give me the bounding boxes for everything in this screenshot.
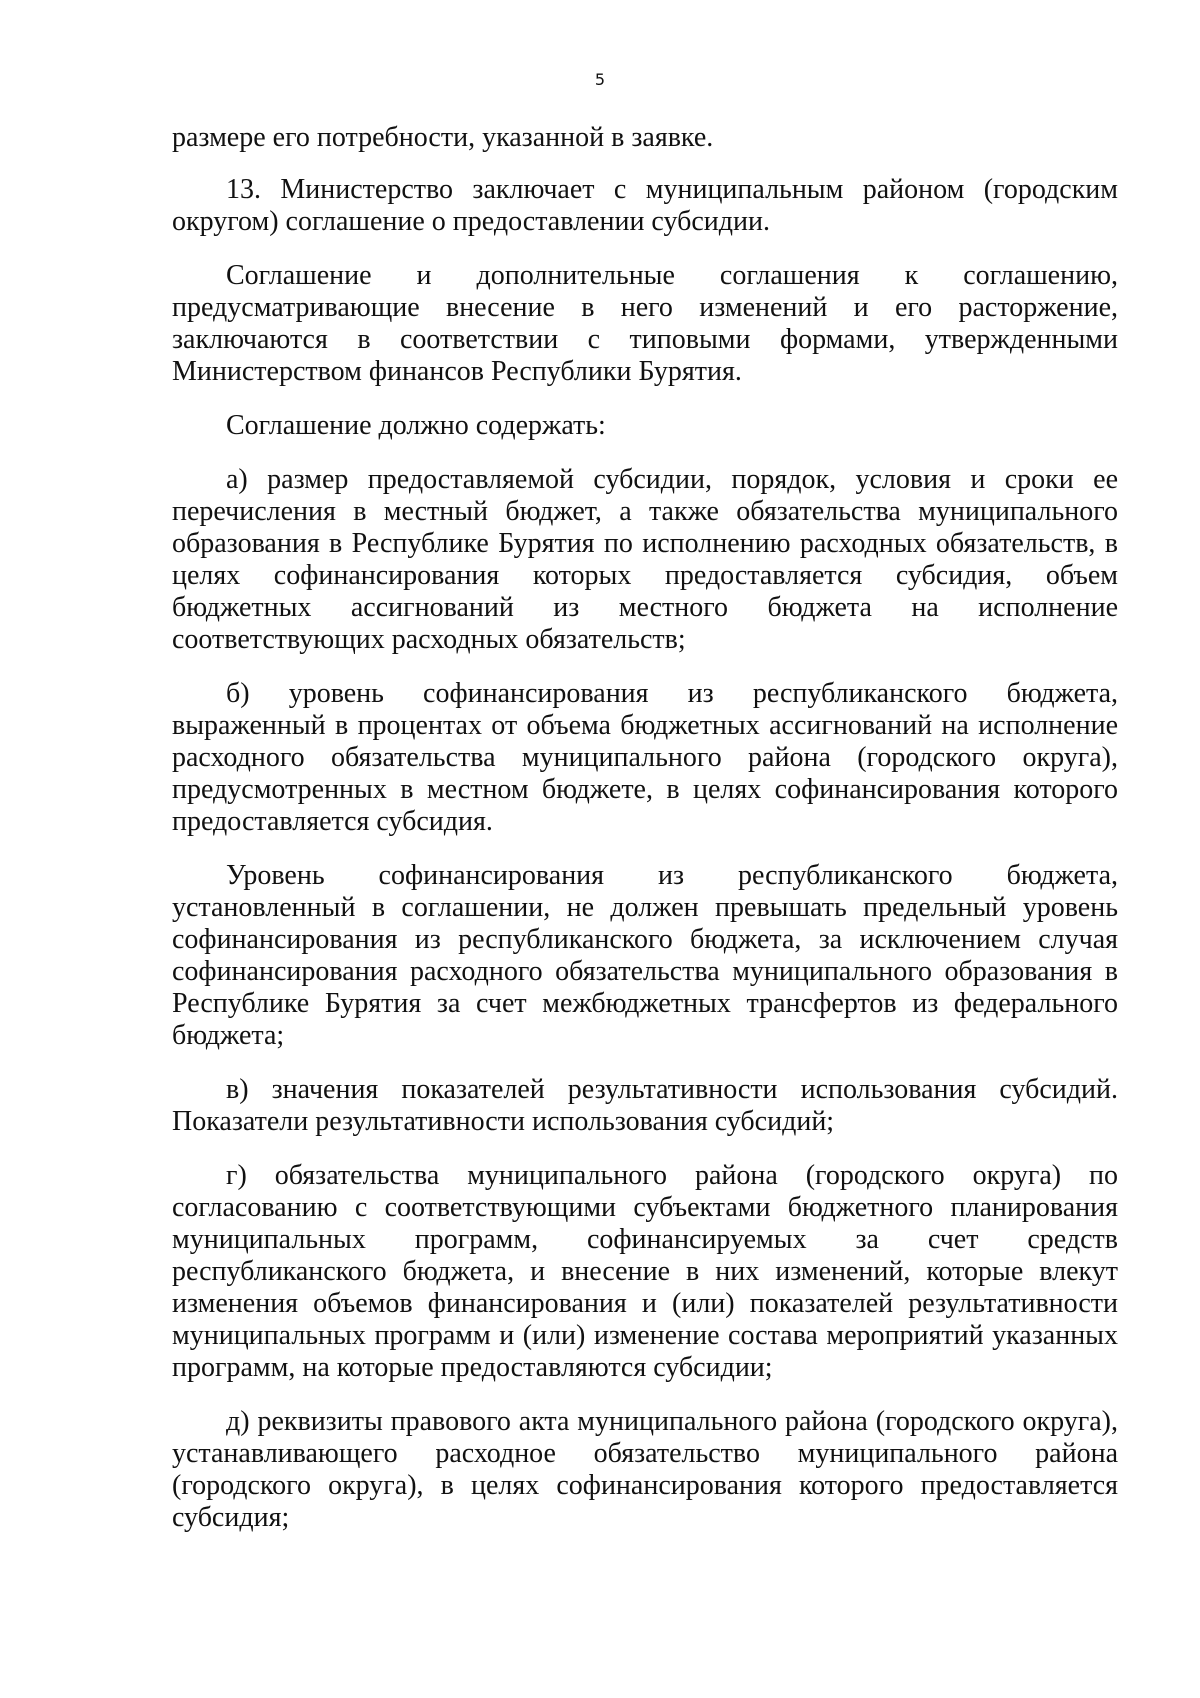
paragraph-cofinancing-level: Уровень софинансирования из республиканского бюджета, установленный в соглашении, не должен превышать предельный уровень софинансирования из республиканского бюджета, за исключением случая софинансирования расходного обязательства муниципального образования в Республике Бурятия за счет межбюджетных трансфертов из федерального бюджета; xyxy=(172,860,1118,1051)
paragraph-item-13: 13. Министерство заключает с муниципальным районом (городским округом) соглашение о предоставлении субсидии. xyxy=(172,174,1118,237)
paragraph-agreement-contents-intro: Соглашение должно содержать: xyxy=(226,410,606,441)
page-number: 5 xyxy=(594,70,606,89)
paragraph-subitem-d: д) реквизиты правового акта муниципального района (городского округа), устанавливающего расходное обязательство муниципального района (городского округа), в целях софинансирования которого предоставляется субсидия; xyxy=(172,1406,1118,1533)
paragraph-continuation: размере его потребности, указанной в заявке. xyxy=(172,122,714,153)
paragraph-subitem-v: в) значения показателей результативности использования субсидий. Показатели результативности использования субсидий; xyxy=(172,1074,1118,1137)
paragraph-subitem-a: а) размер предоставляемой субсидии, порядок, условия и сроки ее перечисления в местный бюджет, а также обязательства муниципального образования в Республике Бурятия по исполнению расходных обязательств, в целях софинансирования которых предоставляется субсидия, объем бюджетных ассигнований из местного бюджета на исполнение соответствующих расходных обязательств; xyxy=(172,464,1118,655)
paragraph-agreement-forms: Соглашение и дополнительные соглашения к соглашению, предусматривающие внесение в него изменений и его расторжение, заключаются в соответствии с типовыми формами, утвержденными Министерством финансов Республики Бурятия. xyxy=(172,260,1118,387)
paragraph-subitem-g: г) обязательства муниципального района (городского округа) по согласованию с соответствующими субъектами бюджетного планирования муниципальных программ, софинансируемых за счет средств республиканского бюджета, и внесение в них изменений, которые влекут изменения объемов финансирования и (или) показателей результативности муниципальных программ и (или) изменение состава мероприятий указанных программ, на которые предоставляются субсидии; xyxy=(172,1160,1118,1383)
document-body xyxy=(172,122,1118,1534)
paragraph-subitem-b: б) уровень софинансирования из республиканского бюджета, выраженный в процентах от объема бюджетных ассигнований на исполнение расходного обязательства муниципального района (городского округа), предусмотренных в местном бюджете, в целях софинансирования которого предоставляется субсидия. xyxy=(172,678,1118,837)
